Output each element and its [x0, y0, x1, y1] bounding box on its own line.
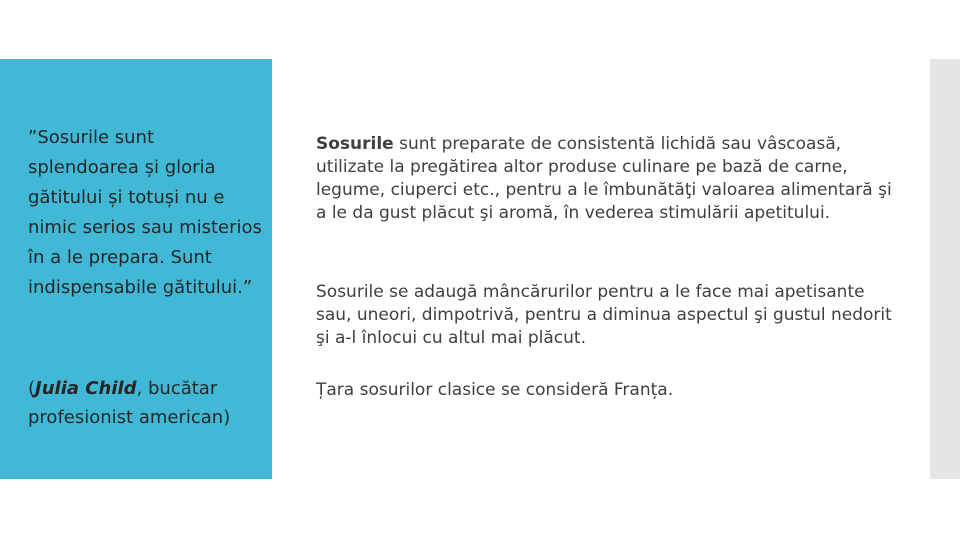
attribution-open: (	[28, 378, 36, 399]
paragraph-definition	[316, 133, 896, 225]
attribution-rest: , bucătar profesionist american)	[28, 378, 231, 428]
quote-attribution	[28, 374, 268, 432]
right-decor-bar	[930, 59, 960, 479]
paragraph-origin: Țara sosurilor clasice se consideră Franța.	[316, 380, 674, 400]
paragraph-definition-text: sunt preparate de consistentă lichidă sau vâscoasă, utilizate la pregătirea altor produse culinare pe bază de carne, legume, ciuperci etc., pentru a le îmbunătăţi valoarea alimentară şi a le da gust plăcut şi aromă, în vederea stimulării apetitului.	[316, 134, 892, 223]
paragraph-lead-word: Sosurile	[316, 134, 394, 154]
paragraph-usage: Sosurile se adaugă mâncărurilor pentru a le face mai apetisante sau, uneori, dimpotrivă, pentru a diminua aspectul şi gustul nedorit şi a-l înlocui cu altul mai plăcut.	[316, 282, 892, 348]
quote-text: ”Sosurile sunt splendoarea și gloria gătitului și totuși nu e nimic serios sau misterios în a le prepara. Sunt indispensabile gătitului.”	[28, 127, 262, 298]
attribution-name: Julia Child	[35, 378, 137, 399]
